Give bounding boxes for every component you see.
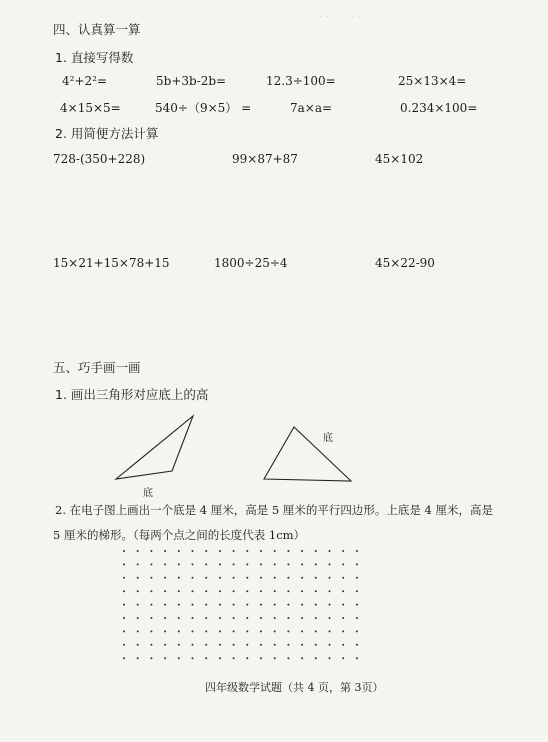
grid-dot	[301, 563, 303, 565]
oral-calc-item: 0.234×100=	[400, 101, 478, 115]
page-footer: 四年级数学试题（共 4 页，第 3页）	[205, 681, 384, 694]
grid-dot	[178, 617, 180, 619]
grid-dot	[192, 657, 194, 659]
grid-dot	[123, 630, 125, 632]
q1-title: 1. 直接写得数	[55, 50, 134, 65]
grid-dot	[150, 563, 152, 565]
grid-dot	[315, 577, 317, 579]
grid-dot	[164, 550, 166, 552]
grid-dot	[219, 630, 221, 632]
grid-dot	[137, 590, 139, 592]
grid-dot	[178, 657, 180, 659]
oral-calc-item: 12.3÷100=	[266, 74, 336, 88]
grid-dot	[315, 590, 317, 592]
grid-dot	[260, 563, 262, 565]
grid-dot	[329, 563, 331, 565]
grid-dot	[274, 577, 276, 579]
grid-dot	[329, 657, 331, 659]
five-q2-text-line2: 5 厘米的梯形。（每两个点之间的长度代表 1cm）	[53, 528, 306, 542]
grid-dot	[137, 617, 139, 619]
grid-dot	[205, 617, 207, 619]
grid-dot	[260, 577, 262, 579]
grid-dot	[164, 630, 166, 632]
grid-dot	[192, 604, 194, 606]
grid-dot	[219, 550, 221, 552]
oral-calc-item: 540÷（9×5） =	[155, 101, 252, 115]
grid-dot	[274, 550, 276, 552]
oral-calc-item: 25×13×4=	[398, 74, 467, 88]
grid-dot	[150, 630, 152, 632]
grid-dot	[123, 550, 125, 552]
grid-dot	[274, 617, 276, 619]
grid-dot	[315, 550, 317, 552]
q2-title: 2. 用简便方法计算	[55, 126, 159, 141]
grid-dot	[137, 657, 139, 659]
grid-dot	[329, 590, 331, 592]
grid-dot	[178, 563, 180, 565]
grid-dot	[205, 630, 207, 632]
grid-dot	[150, 604, 152, 606]
grid-dot	[233, 577, 235, 579]
grid-dot	[301, 590, 303, 592]
grid-dot	[233, 617, 235, 619]
grid-dot	[233, 590, 235, 592]
grid-dot	[205, 604, 207, 606]
grid-dot	[315, 563, 317, 565]
grid-dot	[137, 630, 139, 632]
grid-dot	[219, 604, 221, 606]
grid-dot	[287, 617, 289, 619]
grid-dot	[205, 563, 207, 565]
grid-dot	[329, 630, 331, 632]
grid-dot	[356, 550, 358, 552]
bleed-through-text: · · · · · · · · · · · ·	[300, 12, 374, 23]
grid-dot	[178, 577, 180, 579]
grid-dot	[178, 590, 180, 592]
grid-dot	[123, 617, 125, 619]
grid-dot	[150, 644, 152, 646]
grid-dot	[137, 577, 139, 579]
simplify-calc-item: 45×22-90	[375, 256, 435, 270]
grid-dot	[164, 604, 166, 606]
grid-dot	[233, 563, 235, 565]
grid-dot	[246, 630, 248, 632]
grid-dot	[164, 563, 166, 565]
oral-calc-item: 7a×a=	[290, 101, 333, 115]
grid-dot	[178, 644, 180, 646]
grid-dot	[329, 550, 331, 552]
grid-dot	[123, 604, 125, 606]
grid-dot	[205, 590, 207, 592]
grid-dot	[219, 563, 221, 565]
oral-calc-item: 4×15×5=	[60, 101, 121, 115]
grid-dot	[123, 590, 125, 592]
grid-dot	[356, 617, 358, 619]
grid-dot	[123, 644, 125, 646]
grid-dot	[219, 617, 221, 619]
grid-dot	[356, 563, 358, 565]
grid-dot	[233, 550, 235, 552]
grid-dot	[246, 644, 248, 646]
grid-dot	[274, 604, 276, 606]
grid-dot	[342, 590, 344, 592]
grid-dot	[150, 590, 152, 592]
grid-dot	[123, 577, 125, 579]
grid-dot	[137, 563, 139, 565]
base-label-left: 底	[143, 488, 153, 499]
grid-dot	[246, 617, 248, 619]
grid-dot	[356, 630, 358, 632]
grid-dot	[246, 590, 248, 592]
grid-dot	[356, 657, 358, 659]
grid-dot	[260, 630, 262, 632]
grid-dot	[260, 657, 262, 659]
grid-dot	[205, 550, 207, 552]
grid-dot	[192, 563, 194, 565]
grid-dot	[164, 617, 166, 619]
grid-dot	[192, 617, 194, 619]
grid-dot	[178, 604, 180, 606]
grid-dot	[287, 630, 289, 632]
grid-dot	[356, 644, 358, 646]
grid-dot	[301, 577, 303, 579]
five-q2-text-line1: 2. 在电子图上画出一个底是 4 厘米，高是 5 厘米的平行四边形。上底是 4 厘米，高是	[55, 503, 494, 517]
grid-dot	[246, 563, 248, 565]
grid-dot	[342, 604, 344, 606]
grid-dot	[260, 604, 262, 606]
grid-dot	[301, 550, 303, 552]
grid-dot	[315, 617, 317, 619]
simplify-calc-item: 99×87+87	[232, 152, 298, 166]
grid-dot	[205, 657, 207, 659]
grid-dot	[246, 577, 248, 579]
grid-dot	[233, 644, 235, 646]
grid-dot	[137, 644, 139, 646]
grid-dot	[329, 644, 331, 646]
grid-dot	[205, 577, 207, 579]
grid-dot	[164, 644, 166, 646]
base-label-right: 底	[323, 433, 333, 444]
simplify-calc-item: 1800÷25÷4	[214, 256, 288, 270]
simplify-calc-item: 728-(350+228)	[53, 152, 146, 166]
grid-dot	[315, 604, 317, 606]
grid-dot	[301, 657, 303, 659]
grid-dot	[301, 630, 303, 632]
grid-dot	[150, 577, 152, 579]
grid-dot	[260, 550, 262, 552]
grid-dot	[246, 550, 248, 552]
grid-dot	[342, 577, 344, 579]
grid-dot	[164, 577, 166, 579]
grid-dot	[329, 577, 331, 579]
grid-dot	[233, 604, 235, 606]
grid-dot	[137, 550, 139, 552]
grid-dot	[342, 630, 344, 632]
oral-calc-item: 4²+2²=	[62, 74, 107, 88]
grid-dot	[274, 644, 276, 646]
grid-dot	[287, 550, 289, 552]
simplify-calc-item: 45×102	[375, 152, 424, 166]
grid-dot	[287, 604, 289, 606]
grid-dot	[192, 644, 194, 646]
grid-dot	[233, 630, 235, 632]
grid-dot	[192, 550, 194, 552]
grid-dot	[219, 657, 221, 659]
grid-dot	[315, 630, 317, 632]
grid-dot	[205, 644, 207, 646]
grid-dot	[123, 563, 125, 565]
grid-dot	[246, 657, 248, 659]
grid-dot	[233, 657, 235, 659]
grid-dot	[123, 657, 125, 659]
grid-dot	[329, 604, 331, 606]
grid-dot	[192, 577, 194, 579]
grid-dot	[274, 657, 276, 659]
grid-dot	[150, 550, 152, 552]
grid-dot	[287, 644, 289, 646]
grid-dot	[301, 604, 303, 606]
grid-dot	[274, 563, 276, 565]
simplify-calc-item: 15×21+15×78+15	[53, 256, 170, 270]
grid-dot	[150, 617, 152, 619]
grid-dot	[356, 577, 358, 579]
grid-dot	[219, 577, 221, 579]
grid-dot	[260, 644, 262, 646]
grid-dot	[329, 617, 331, 619]
grid-dot	[150, 657, 152, 659]
section-five-title: 五、巧手画一画	[53, 360, 141, 375]
grid-dot	[356, 590, 358, 592]
grid-dot	[301, 617, 303, 619]
grid-dot	[287, 577, 289, 579]
grid-dot	[137, 604, 139, 606]
grid-dot	[342, 550, 344, 552]
grid-dot	[342, 644, 344, 646]
grid-dot	[219, 590, 221, 592]
grid-dot	[246, 604, 248, 606]
grid-dot	[274, 590, 276, 592]
section-four-title: 四、认真算一算	[53, 22, 141, 37]
grid-dot	[342, 657, 344, 659]
oral-calc-item: 5b+3b-2b=	[156, 74, 227, 88]
grid-dot	[342, 617, 344, 619]
grid-dot	[342, 563, 344, 565]
grid-dot	[301, 644, 303, 646]
grid-dot	[260, 617, 262, 619]
grid-dot	[356, 604, 358, 606]
grid-dot	[274, 630, 276, 632]
grid-dot	[260, 590, 262, 592]
grid-dot	[192, 630, 194, 632]
grid-dot	[315, 657, 317, 659]
grid-dot	[178, 630, 180, 632]
grid-dot	[178, 550, 180, 552]
grid-dot	[315, 644, 317, 646]
grid-dot	[287, 590, 289, 592]
grid-dot	[164, 590, 166, 592]
five-q1-title: 1. 画出三角形对应底上的高	[55, 387, 209, 402]
grid-dot	[287, 563, 289, 565]
grid-dot	[287, 657, 289, 659]
grid-dot	[164, 657, 166, 659]
grid-dot	[219, 644, 221, 646]
grid-dot	[192, 590, 194, 592]
